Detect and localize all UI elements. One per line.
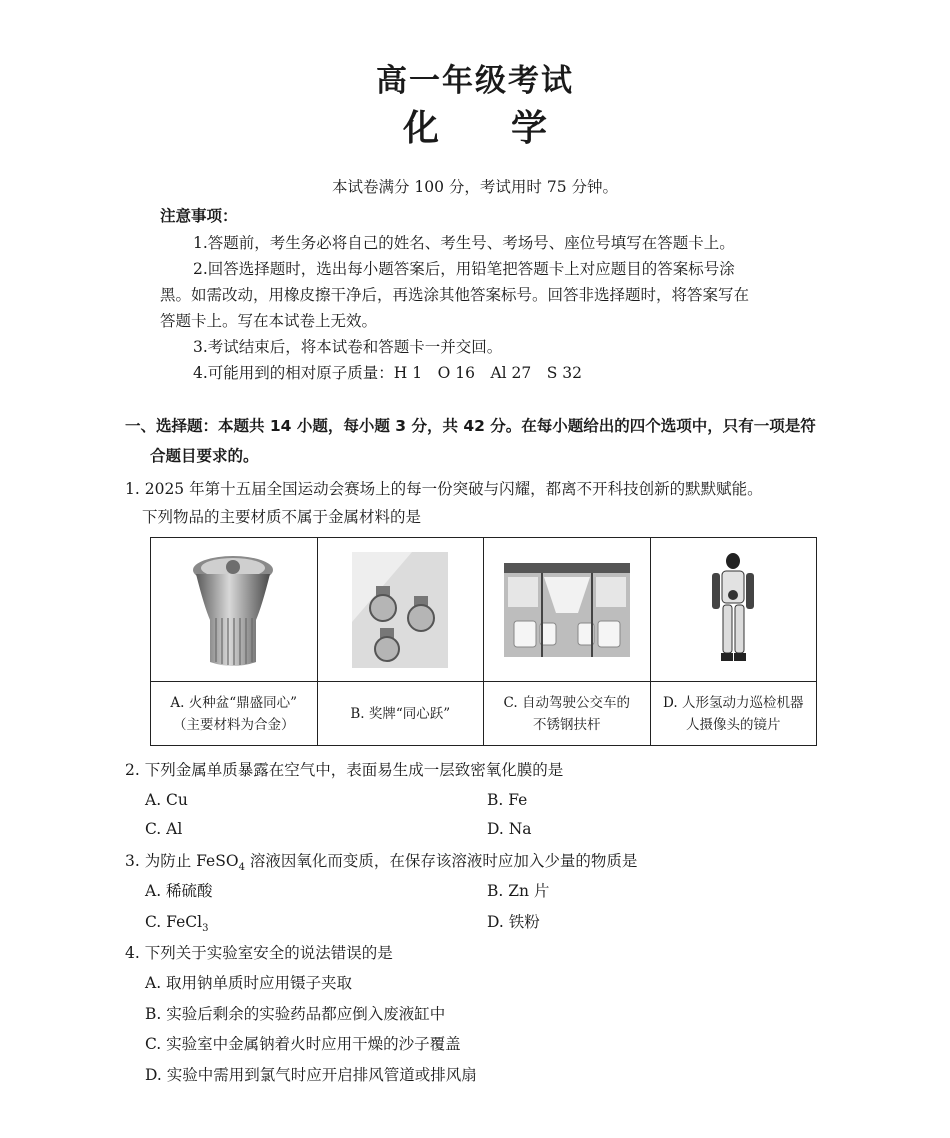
option-d-caption [650,682,817,746]
bus-interior-icon [504,563,630,657]
question-4-option-a: A. 取用钠单质时应用镊子夹取 [145,974,353,992]
notice-item: 2.回答选择题时，选出每小题答案后，用铅笔把答题卡上对应题目的答案标号涂 [193,260,735,278]
option-d-caption-line2: 人摄像头的镜片 [686,716,781,733]
question-1-stem: 1. 2025 年第十五届全国运动会赛场上的每一份突破与闪耀，都离不开科技创新的默默赋能。 [125,480,763,498]
question-2-option-b: B. Fe [487,791,528,809]
question-2-stem: 2. 下列金属单质暴露在空气中，表面易生成一层致密氧化膜的是 [125,761,564,779]
question-1-option-table [150,537,817,746]
option-c-caption-line2: 不锈钢扶杆 [533,716,601,733]
question-4-option-d: D. 实验中需用到氯气时应开启排风管道或排风扇 [145,1066,477,1084]
option-c-image-cell [484,538,651,682]
question-3-option-c-text: C. FeCl [145,913,203,931]
option-d-caption-line1: D. 人形氢动力巡检机器 [663,694,804,711]
exam-info: 本试卷满分 100 分，考试用时 75 分钟。 [331,178,619,196]
question-3-stem-pre: 3. 为防止 FeSO [125,852,239,870]
medal-icon [352,552,448,668]
humanoid-robot-icon [702,551,764,669]
question-3-option-c-sub: 3 [202,923,209,935]
option-a-caption-line1: A. 火种盆“鼎盛同心” [170,694,298,711]
option-c-caption-line1: C. 自动驾驶公交车的 [503,694,630,711]
notice-item: 4.可能用到的相对原子质量：H 1 O 16 Al 27 S 32 [193,364,583,382]
option-a-caption [151,682,318,746]
option-a-image-cell [151,538,318,682]
question-2-option-a: A. Cu [145,791,188,809]
notice-item: 1.答题前，考生务必将自己的姓名、考生号、考场号、座位号填写在答题卡上。 [193,234,735,252]
exam-title: 高一年级考试 [376,63,574,99]
notice-heading: 注意事项： [160,207,238,225]
option-d-image-cell [650,538,817,682]
question-3-option-d: D. 铁粉 [487,913,540,931]
option-a-caption-line2: （主要材料为合金） [173,716,295,733]
option-b-image-cell [317,538,484,682]
question-4-option-c: C. 实验室中金属钠着火时应用干燥的沙子覆盖 [145,1035,461,1053]
notice-item: 黑。如需改动，用橡皮擦干净后，再选涂其他答案标号。回答非选择题时，将答案写在 [160,286,750,304]
section-heading: 一、选择题：本题共 14 小题，每小题 3 分，共 42 分。在每小题给出的四个选项中，只有一项是符 [125,417,816,435]
question-4-option-b: B. 实验后剩余的实验药品都应倒入废液缸中 [145,1005,446,1023]
question-3-option-a: A. 稀硫酸 [145,882,213,900]
question-3-stem-post: 溶液因氧化而变质，在保存该溶液时应加入少量的物质是 [244,852,638,870]
question-4-stem: 4. 下列关于实验室安全的说法错误的是 [125,944,393,962]
notice-item: 答题卡上。写在本试卷上无效。 [160,312,378,330]
fire-basin-icon [186,550,281,670]
question-3-stem [125,851,637,878]
question-3-option-c [145,912,208,939]
subject-title: 化 学 [402,108,547,149]
question-2-option-d: D. Na [487,820,532,838]
section-heading-cont: 合题目要求的。 [150,447,259,465]
question-2-option-c: C. Al [145,820,183,838]
option-b-caption-line1: B. 奖牌“同心跃” [350,705,451,722]
question-3-stem-sub: 4 [238,862,245,874]
question-3-option-b: B. Zn 片 [487,882,550,900]
option-b-caption [317,682,484,746]
question-1-stem-cont: 下列物品的主要材质不属于金属材料的是 [142,508,422,526]
option-c-caption [484,682,651,746]
notice-item: 3.考试结束后，将本试卷和答题卡一并交回。 [193,338,503,356]
